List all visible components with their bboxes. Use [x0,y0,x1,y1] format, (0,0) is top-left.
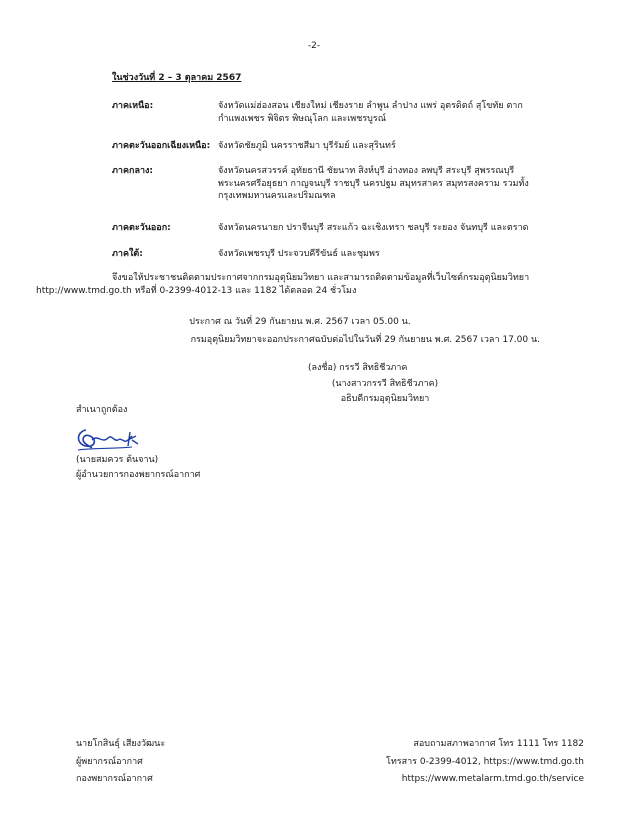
region-provinces-central [218,165,538,203]
region-line: กำแพงเพชร พิจิตร พิษณุโลก และเพชรบูรณ์ [218,113,387,124]
signed-line: (ลงชื่อ) กรรวี สิทธิชีวภาค [308,363,408,373]
region-label-north: ภาคเหนือ: [112,101,154,111]
region-label-south: ภาคใต้: [112,249,143,259]
region-provinces-northeast [218,140,538,153]
region-provinces-north [218,100,538,125]
region-line: จังหวัดแม่ฮ่องสอน เชียงใหม่ เชียงราย ลำพูน ลำปาง แพร่ อุตรดิตถ์ สุโขทัย ตาก [218,101,523,111]
footer-phone: สอบถามสภาพอากาศ โทร 1111 โทร 1182 [413,739,584,749]
region-provinces-south [218,248,538,261]
issued-statement: ประกาศ ณ วันที่ 29 กันยายน พ.ศ. 2567 เวลา 05.00 น. [189,317,411,327]
date-heading: ในช่วงวันที่ 2 – 3 ตุลาคม 2567 [112,73,242,83]
certified-copy-label: สำเนาถูกต้อง [76,405,128,415]
page-number: -2- [307,41,321,51]
region-provinces-east [218,222,538,235]
footer-contact [360,738,584,786]
region-line: จังหวัดเพชรบุรี ประจวบคีรีขันธ์ และชุมพร [218,249,380,259]
closing-line-url: http://www.tmd.go.th หรือที่ 0-2399-4012-13 และ 1182 ได้ตลอด 24 ชั่วโมง [36,285,357,296]
certifier-title: ผู้อำนวยการกองพยากรณ์อากาศ [76,470,201,480]
footer-left-line: กองพยากรณ์อากาศ [76,774,153,785]
closing-line: จึงขอให้ประชาชนติดตามประกาศจากกรมอุตุนิยมวิทยา และสามารถติดตามข้อมูลที่เว็บไซต์กรมอุตุนิยมวิทยา [112,273,530,283]
footer-service-url: https://www.metalarm.tmd.go.th/service [401,774,584,785]
footer-left-line: นายโกสินธุ์ เสียงวัฒนะ [76,739,166,749]
region-label-central: ภาคกลาง: [112,166,154,176]
region-label-northeast: ภาคตะวันออกเฉียงเหนือ: [112,141,211,151]
certifier-name: (นายสมควร ต้นจาน) [76,455,159,465]
closing-paragraph [36,272,540,297]
region-line: จังหวัดชัยภูมิ นครราชสีมา บุรีรัมย์ และสุรินทร์ [218,141,396,151]
handwritten-signature [72,422,152,454]
region-line: พระนครศรีอยุธยา กาญจนบุรี ราชบุรี นครปฐม สมุทรสาคร สมุทรสงคราม รวมทั้ง [218,178,529,189]
region-line: จังหวัดนครนายก ปราจีนบุรี สระแก้ว ฉะเชิงเทรา ชลบุรี ระยอง จันทบุรี และตราด [218,223,529,233]
director-name: (นางสาวกรรวี สิทธิชีวภาค) [331,379,439,389]
region-line: จังหวัดนครสวรรค์ อุทัยธานี ชัยนาท สิงห์บุรี อ่างทอง ลพบุรี สระบุรี สุพรรณบุรี [218,166,515,176]
footer-left-line: ผู้พยากรณ์อากาศ [76,756,143,767]
footer-fax-website: โทรสาร 0-2399-4012, https://www.tmd.go.th [386,756,584,767]
region-line: กรุงเทพมหานครและปริมณฑล [218,191,336,202]
region-label-east: ภาคตะวันออก: [112,223,171,233]
director-title: อธิบดีกรมอุตุนิยมวิทยา [340,394,430,404]
footer-forecaster [76,738,165,786]
next-announcement: กรมอุตุนิยมวิทยาจะออกประกาศฉบับต่อไปในวันที่ 29 กันยายน พ.ศ. 2567 เวลา 17.00 น. [190,335,540,345]
